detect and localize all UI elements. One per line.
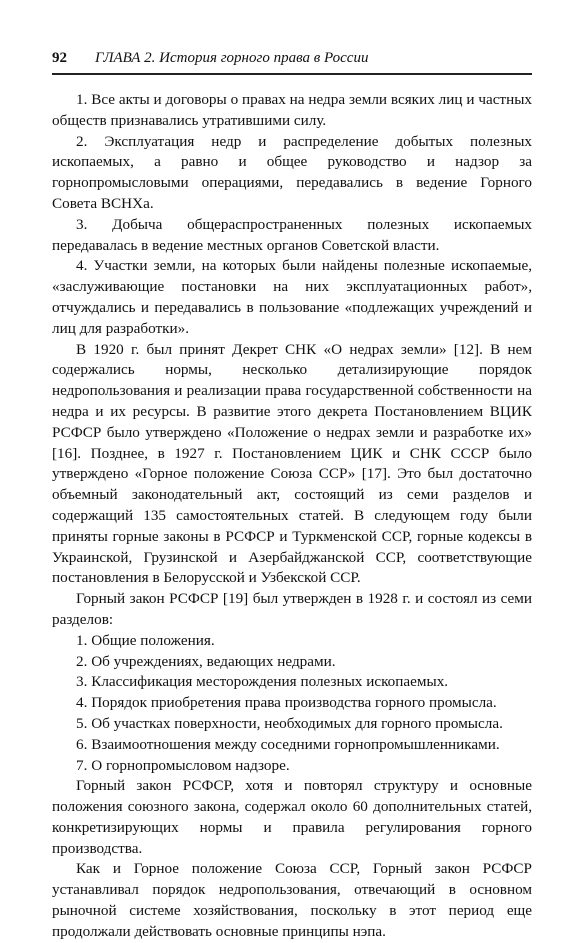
- list-item: 1. Все акты и договоры о правах на недра земли всяких лиц и частных обществ признавались утратившими силу.: [52, 91, 532, 129]
- paragraph: В 1920 г. был принят Декрет СНК «О недрах земли» [12]. В нем содержались нормы, несколько детализирующие порядок недропользования и реализации права государственной собственности на недра и их ресурсы. В развитие этого декрета Постановлением ВЦИК РСФСР было утверждено «Положение о недрах земли и разработке их» [16]. Позднее, в 1927 г. Постановлением ЦИК и СНК СССР было утверждено «Горное положение Союза ССР» [17]. Это был достаточно объемный законодательный акт, состоящий из семи разделов и содержащий 135 самостоятельных статей. В следующем году были приняты горные законы в РСФСР и Туркменской ССР, горные кодексы в Украинской, Грузинской и Азербайджанской ССР, соответствующие постановления в Белорусской и Узбекской ССР.: [52, 340, 532, 587]
- list-item: 3. Добыча общераспространенных полезных ископаемых передавалась в ведение местных органов Советской власти.: [52, 215, 532, 254]
- section-item: 1. Общие положения.: [76, 631, 215, 649]
- paragraph: Горный закон РСФСР, хотя и повторял структуру и основные положения союзного закона, содержал около 60 дополнительных статей, конкретизирующих нормы и правила регулирования горного производства.: [52, 777, 532, 857]
- section-item: 4. Порядок приобретения права производства горного промысла.: [76, 694, 497, 712]
- paragraph: Как и Горное положение Союза ССР, Горный закон РСФСР устанавливал порядок недропользования, отвечающий в основном рыночной системе хозяйствования, поскольку в этот период еще продолжали действовать основные принципы нэпа.: [52, 860, 532, 940]
- list-item: 4. Участки земли, на которых были найдены полезные ископаемые, «заслуживающие постановки на них эксплуатационных работ», отчуждались и передавались в пользование «подлежащих учреждений и лиц для разработки».: [52, 257, 532, 337]
- chapter-title: ГЛАВА 2. История горного права в России: [95, 50, 369, 66]
- page-body: [52, 90, 532, 943]
- section-item: 5. Об участках поверхности, необходимых для горного промысла.: [76, 714, 503, 732]
- section-item: 2. Об учреждениях, ведающих недрами.: [76, 652, 336, 670]
- section-item: 6. Взаимоотношения между соседними горнопромышленниками.: [76, 735, 500, 753]
- paragraph: Горный закон РСФСР [19] был утвержден в 1928 г. и состоял из семи разделов:: [52, 590, 532, 628]
- section-item: 3. Классификация месторождения полезных ископаемых.: [76, 673, 449, 691]
- header-rule: [52, 73, 532, 75]
- running-header: [52, 50, 532, 67]
- section-item: 7. О горнопромысловом надзоре.: [76, 756, 290, 774]
- page-number: 92: [52, 50, 67, 66]
- list-item: 2. Эксплуатация недр и распределение добытых полезных ископаемых, а равно и общее руководство и надзор за горнопромысловыми операциями, передавались в ведение Горного Совета ВСНХа.: [52, 132, 532, 212]
